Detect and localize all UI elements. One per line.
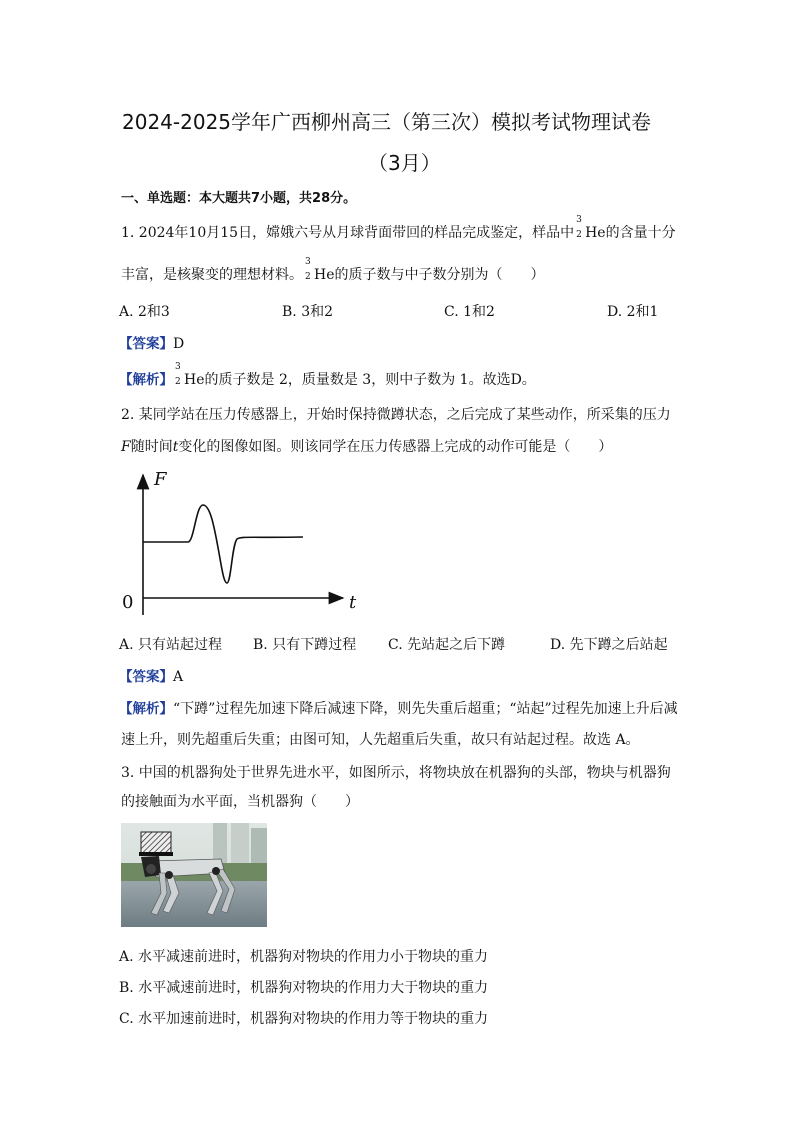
section-heading: 一、单选题：本大题共7小题，共28分。 [121,191,357,206]
q1-option-a: A. 2和3 [119,304,170,320]
q1-answer: 【答案】D [119,336,185,352]
force-time-graph [118,465,368,620]
q2-stem-line1: 2. 某同学站在压力传感器上，开始时保持微蹲状态，之后完成了某些动作，所采集的压力 [121,407,671,423]
q1-stem-line2: 丰富，是核聚变的理想材料。 3 2 He的质子数与中子数分别为（ ） [121,257,545,283]
q2-option-d: D. 先下蹲之后站起 [550,637,668,653]
q2-analysis-line2: 速上升，则先超重后失重；由图可知，人先超重后失重，故只有站起过程。故选 A。 [121,732,640,748]
q3-stem-line2: 的接触面为水平面，当机器狗（ ） [121,794,359,810]
q1-option-b: B. 3和2 [282,304,334,320]
q1-option-d: D. 2和1 [607,304,659,320]
q2-answer: 【答案】A [119,669,184,685]
exam-title: 2024-2025学年广西柳州高三（第三次）模拟考试物理试卷 [122,110,652,134]
q1-option-c: C. 1和2 [444,304,495,320]
q2-stem-line2: F随时间t变化的图像如图。则该同学在压力传感器上完成的动作可能是（ ） [121,439,613,455]
exam-title-month: （3月） [368,151,441,175]
q3-option-a: A. 水平减速前进时，机器狗对物块的作用力小于物块的重力 [119,949,489,965]
q2-option-b: B. 只有下蹲过程 [253,637,357,653]
origin-label: 0 [122,592,134,613]
helium3-notation: 3 2 [576,215,582,240]
x-axis-label: t [349,592,357,613]
q2-option-a: A. 只有站起过程 [119,637,223,653]
q1-stem-line1: 1. 2024年10月15日，嫦娥六号从月球背面带回的样品完成鉴定，样品中 3 2 He的含量十分 [121,215,676,241]
q2-analysis-line1: 【解析】“下蹲”过程先加速下降后减速下降，则先失重后超重；“站起”过程先加速上升后减 [119,701,678,717]
q3-stem-line1: 3. 中国的机器狗处于世界先进水平，如图所示，将物块放在机器狗的头部，物块与机器狗 [121,765,671,781]
y-axis-label: F [154,469,167,490]
q3-option-c: C. 水平加速前进时，机器狗对物块的作用力等于物块的重力 [119,1011,489,1027]
q2-option-c: C. 先站起之后下蹲 [388,637,506,653]
force-curve [143,505,303,583]
q3-option-b: B. 水平减速前进时，机器狗对物块的作用力大于物块的重力 [119,980,489,996]
helium3-notation: 3 2 [175,362,181,387]
helium3-notation: 3 2 [305,257,311,282]
q1-analysis: 【解析】 3 2 He的质子数是 2，质量数是 3，则中子数为 1。故选D。 [119,362,536,388]
robot-dog-photo [121,823,267,927]
